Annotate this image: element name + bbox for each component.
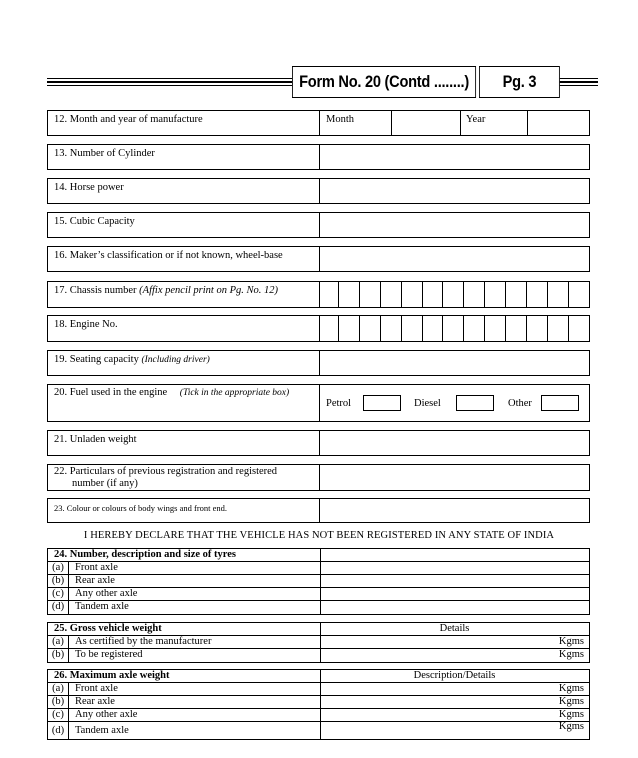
fuel-diesel-label: Diesel bbox=[414, 398, 441, 409]
fuel-petrol-checkbox[interactable] bbox=[363, 395, 401, 411]
cubic-capacity-input[interactable] bbox=[320, 213, 589, 237]
char-box-divider bbox=[547, 316, 548, 341]
char-box-divider bbox=[422, 316, 423, 341]
table-row bbox=[48, 649, 589, 662]
field-chassis-number bbox=[47, 281, 590, 308]
previous-registration-input[interactable] bbox=[320, 465, 589, 490]
field-engine-number bbox=[47, 315, 590, 342]
field-label: 19. Seating capacity (Including driver) bbox=[48, 351, 320, 375]
unladen-weight-input[interactable] bbox=[320, 431, 589, 455]
tyres-table bbox=[47, 548, 590, 615]
row-index: (d) bbox=[48, 601, 69, 614]
char-box-divider bbox=[505, 316, 506, 341]
char-box-divider bbox=[526, 316, 527, 341]
unit-label: Kgms bbox=[558, 721, 584, 732]
table-row bbox=[48, 709, 589, 722]
row-index: (b) bbox=[48, 575, 69, 587]
char-box-divider bbox=[568, 316, 569, 341]
field-horse-power bbox=[47, 178, 590, 204]
row-label: Any other axle bbox=[75, 588, 138, 599]
unit-label: Kgms bbox=[558, 636, 584, 647]
table-row bbox=[48, 696, 589, 709]
field-label: 22. Particulars of previous registration and registered number (if any) bbox=[48, 465, 320, 490]
field-label: 15. Cubic Capacity bbox=[48, 213, 320, 237]
month-label: Month bbox=[326, 114, 355, 125]
table-row bbox=[48, 562, 589, 575]
row-label: Any other axle bbox=[75, 709, 138, 720]
char-box-divider bbox=[380, 316, 381, 341]
fuel-diesel-checkbox[interactable] bbox=[456, 395, 494, 411]
char-box-divider bbox=[359, 282, 360, 307]
char-box-divider bbox=[484, 282, 485, 307]
char-box-divider bbox=[505, 282, 506, 307]
char-box-divider bbox=[568, 282, 569, 307]
fuel-options bbox=[320, 385, 589, 421]
char-box-divider bbox=[484, 316, 485, 341]
char-box-divider bbox=[422, 282, 423, 307]
unit-label: Kgms bbox=[558, 696, 584, 707]
axle-weight-table bbox=[47, 669, 590, 740]
row-label: To be registered bbox=[75, 649, 143, 660]
unit-label: Kgms bbox=[558, 649, 584, 660]
row-index: (a) bbox=[48, 636, 69, 648]
row-index: (a) bbox=[48, 562, 69, 574]
table-header: 26. Maximum axle weight Description/Details bbox=[48, 670, 589, 683]
row-index: (a) bbox=[48, 683, 69, 695]
seating-capacity-input[interactable] bbox=[320, 351, 589, 375]
table-row bbox=[48, 722, 589, 739]
char-box-divider bbox=[442, 316, 443, 341]
form-title: Form No. 20 (Contd ........) bbox=[292, 66, 476, 98]
engine-number-boxes[interactable] bbox=[320, 316, 589, 341]
row-label: Tandem axle bbox=[75, 725, 129, 736]
row-index: (b) bbox=[48, 696, 69, 708]
table-row bbox=[48, 575, 589, 588]
manufacture-date-inputs[interactable] bbox=[320, 111, 589, 135]
row-index: (d) bbox=[48, 722, 69, 739]
row-label: As certified by the manufacturer bbox=[75, 636, 212, 647]
char-box-divider bbox=[526, 282, 527, 307]
column-header-details: Details bbox=[439, 623, 470, 634]
field-seating-capacity bbox=[47, 350, 590, 376]
char-box-divider bbox=[401, 282, 402, 307]
declaration-text: I HEREBY DECLARE THAT THE VEHICLE HAS NOT BEEN REGISTERED IN ANY STATE OF INDIA bbox=[83, 530, 555, 541]
field-label: 17. Chassis number (Affix pencil print on Pg. No. 12) bbox=[48, 282, 320, 307]
field-label: 12. Month and year of manufacture bbox=[48, 111, 320, 135]
row-label: Rear axle bbox=[75, 696, 115, 707]
table-header: 24. Number, description and size of tyres bbox=[48, 549, 589, 562]
field-previous-registration bbox=[47, 464, 590, 491]
row-index: (b) bbox=[48, 649, 69, 662]
field-label: 13. Number of Cylinder bbox=[48, 145, 320, 169]
row-label: Front axle bbox=[75, 683, 118, 694]
field-label: 14. Horse power bbox=[48, 179, 320, 203]
char-box-divider bbox=[463, 316, 464, 341]
row-index: (c) bbox=[48, 709, 69, 721]
field-body-colour bbox=[47, 498, 590, 523]
year-label: Year bbox=[466, 114, 486, 125]
row-label: Tandem axle bbox=[75, 601, 129, 612]
body-colour-input[interactable] bbox=[320, 499, 589, 522]
field-cubic-capacity bbox=[47, 212, 590, 238]
field-label: 21. Unladen weight bbox=[48, 431, 320, 455]
char-box-divider bbox=[338, 316, 339, 341]
field-label: 23. Colour or colours of body wings and front end. bbox=[48, 499, 320, 522]
unit-label: Kgms bbox=[558, 683, 584, 694]
field-maker-classification bbox=[47, 246, 590, 272]
char-box-divider bbox=[359, 316, 360, 341]
gross-weight-table bbox=[47, 622, 590, 663]
fuel-petrol-label: Petrol bbox=[326, 398, 352, 409]
table-row bbox=[48, 601, 589, 614]
table-row bbox=[48, 683, 589, 696]
char-box-divider bbox=[338, 282, 339, 307]
page-number: Pg. 3 bbox=[479, 66, 560, 98]
row-label: Front axle bbox=[75, 562, 118, 573]
field-manufacture-date bbox=[47, 110, 590, 136]
field-label: 18. Engine No. bbox=[48, 316, 320, 341]
row-label: Rear axle bbox=[75, 575, 115, 586]
fuel-other-checkbox[interactable] bbox=[541, 395, 579, 411]
table-row bbox=[48, 588, 589, 601]
char-box-divider bbox=[547, 282, 548, 307]
field-fuel bbox=[47, 384, 590, 422]
char-box-divider bbox=[401, 316, 402, 341]
fuel-other-label: Other bbox=[508, 398, 532, 409]
chassis-number-boxes[interactable] bbox=[320, 282, 589, 307]
field-label: 16. Maker’s classification or if not known, wheel-base bbox=[48, 247, 320, 271]
table-header: 25. Gross vehicle weight Details bbox=[48, 623, 589, 636]
char-box-divider bbox=[463, 282, 464, 307]
table-row bbox=[48, 636, 589, 649]
row-index: (c) bbox=[48, 588, 69, 600]
cylinders-input[interactable] bbox=[320, 145, 589, 169]
column-header-description: Description/Details bbox=[413, 670, 496, 681]
field-cylinders bbox=[47, 144, 590, 170]
maker-classification-input[interactable] bbox=[320, 247, 589, 271]
char-box-divider bbox=[380, 282, 381, 307]
unit-label: Kgms bbox=[558, 709, 584, 720]
horse-power-input[interactable] bbox=[320, 179, 589, 203]
field-unladen-weight bbox=[47, 430, 590, 456]
char-box-divider bbox=[442, 282, 443, 307]
field-label: 20. Fuel used in the engine (Tick in the appropriate box) bbox=[48, 385, 320, 421]
